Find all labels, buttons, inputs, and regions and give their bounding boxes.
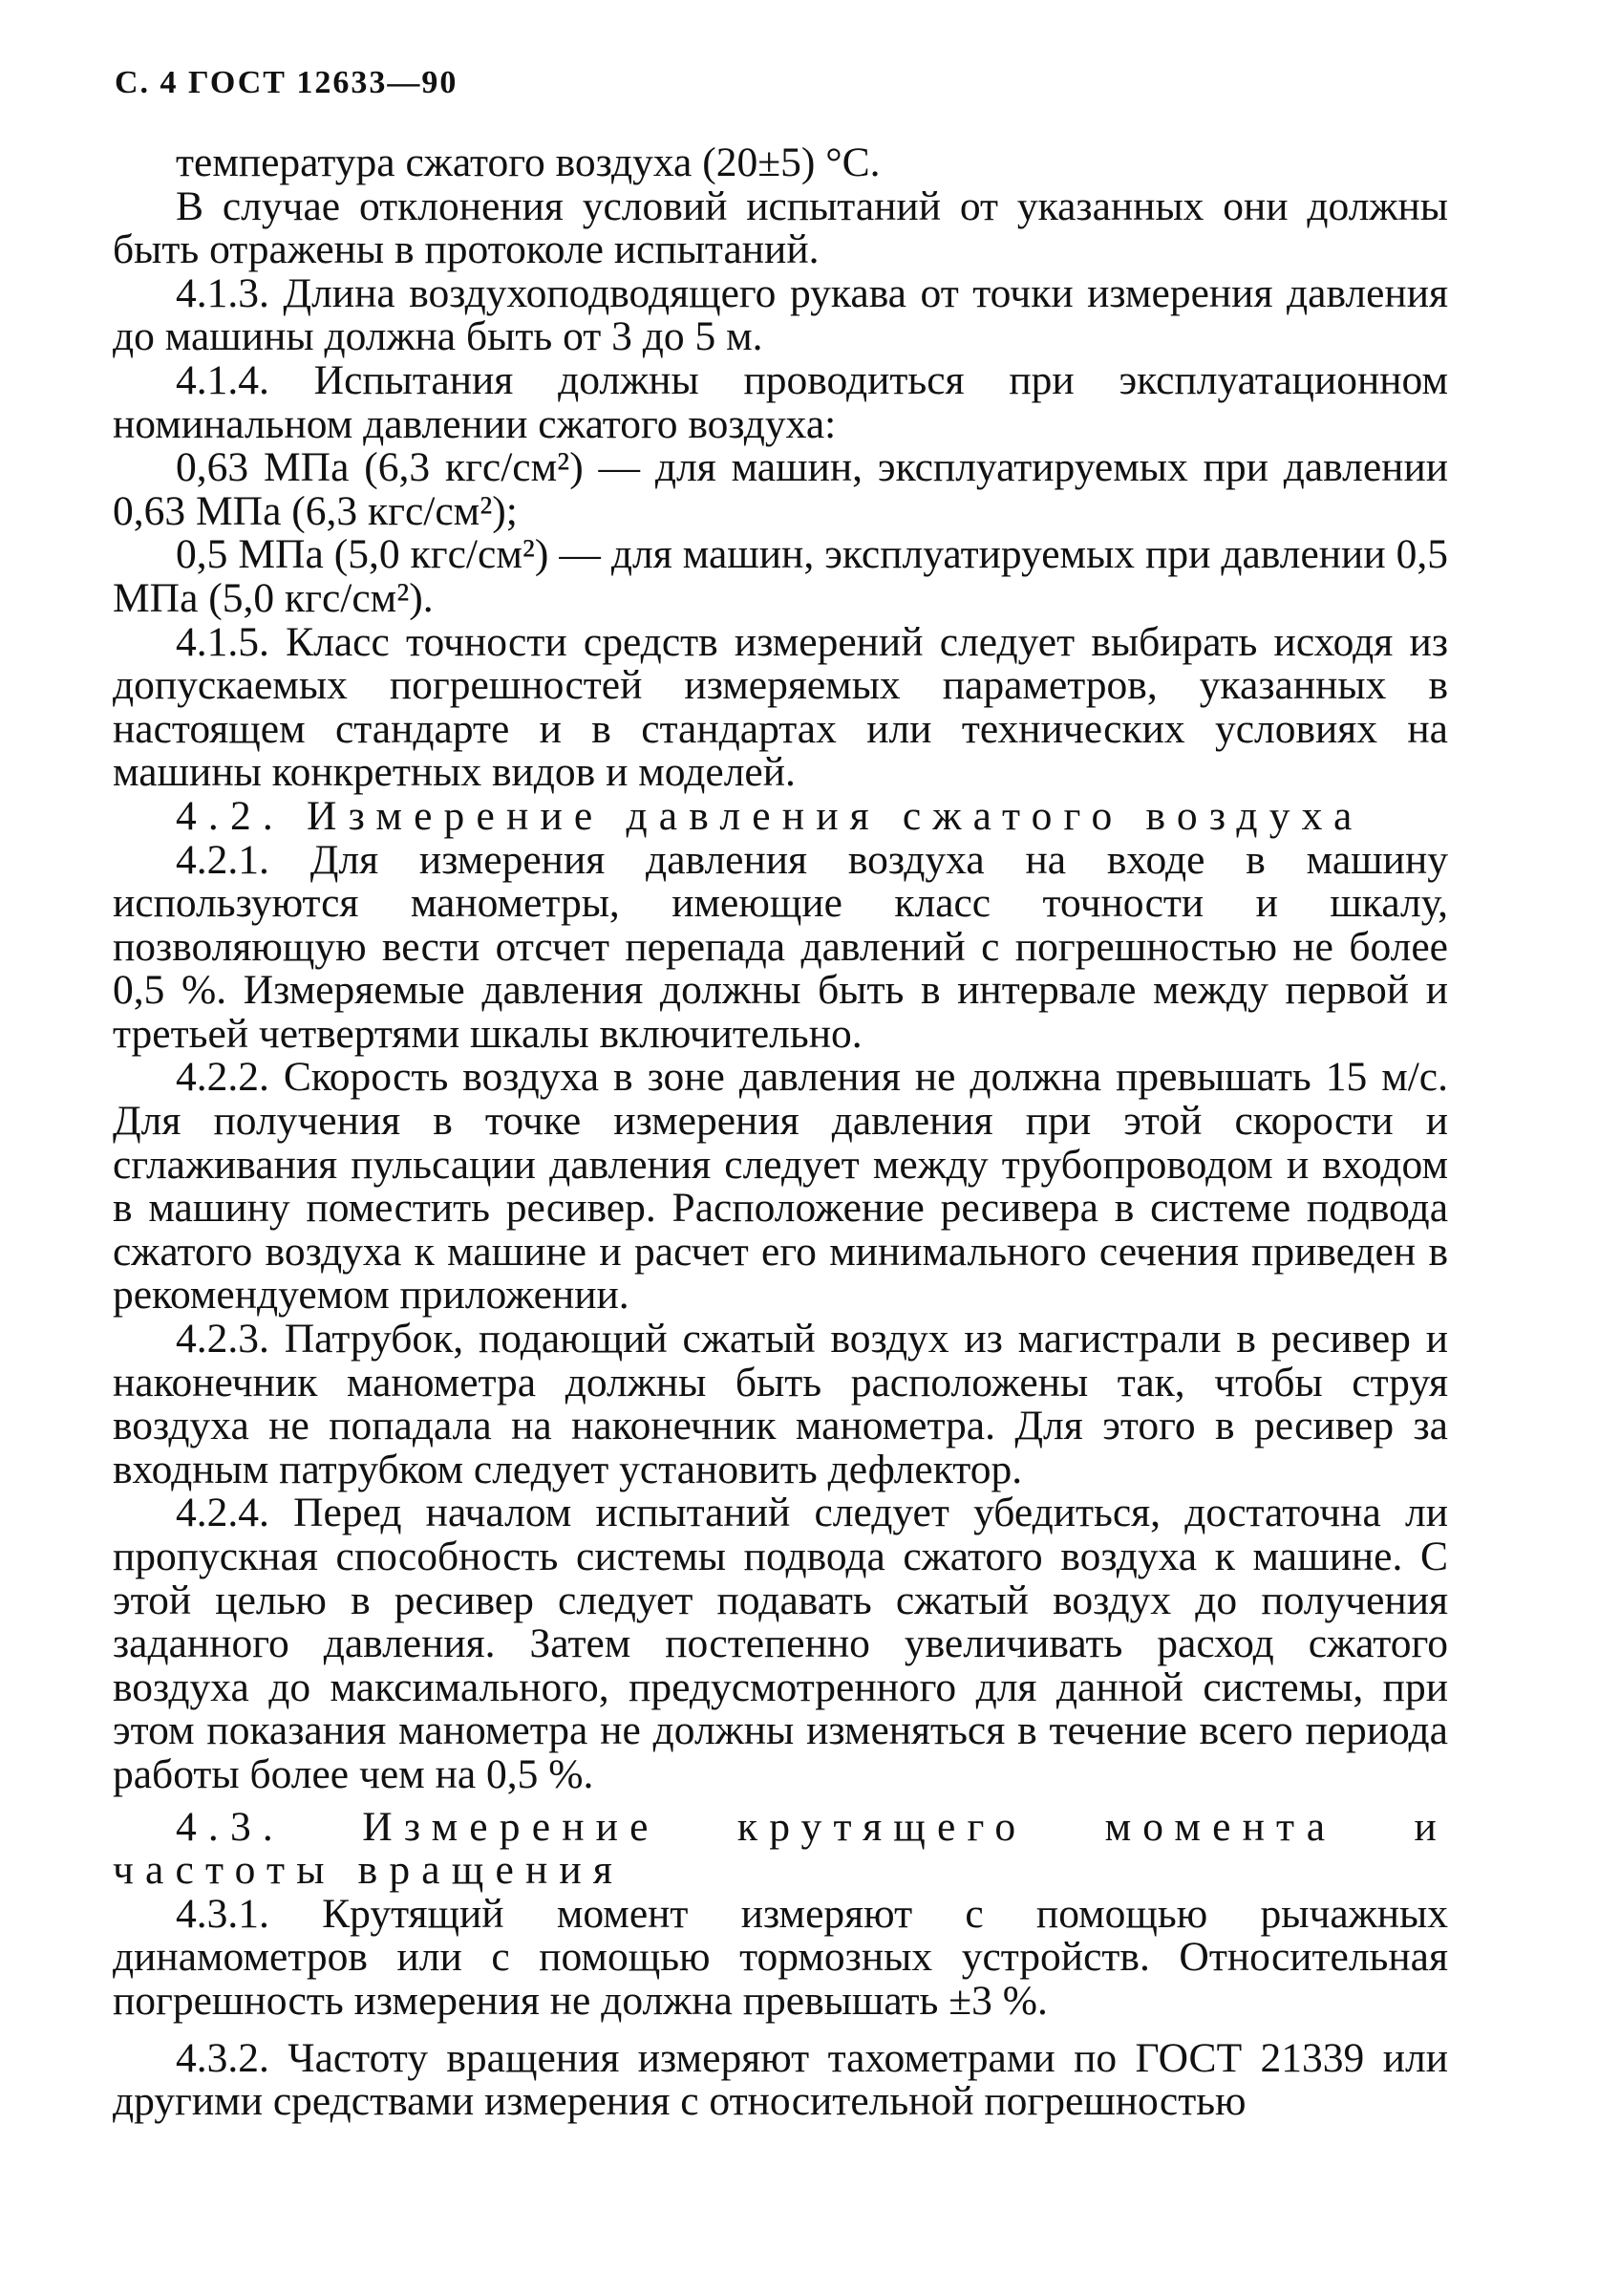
paragraph-4-2-2: 4.2.2. Скорость воздуха в зоне давления не должна превышать 15 м/с. Для получения в точке измерения давления при этой скорости и сглаживания пульсации давления следует между трубопроводом и входом в машину поместить ресивер. Расположение ресивера в системе подвода сжатого воздуха к машине и расчет его минимального сечения приведен в рекомендуемом приложении.	[113, 1054, 1448, 1319]
paragraph-temperature: температура сжатого воздуха (20±5) °С.	[176, 139, 881, 185]
paragraph-4-1-4: 4.1.4. Испытания должны проводиться при эксплуатационном номинальном давлении сжатого воздуха:	[113, 356, 1448, 447]
paragraph-4-2-4: 4.2.4. Перед началом испытаний следует убедиться, достаточна ли пропускная способность системы подвода сжатого воздуха к машине. С этой целью в ресивер следует подавать сжатый воздух до получения заданного давления. Затем постепенно увеличивать расход сжатого воздуха до максимального, предусмотренного для данной системы, при этом показания манометра не должны изменяться в течение всего периода работы более чем на 0,5 %.	[113, 1490, 1448, 1797]
paragraph-4-3-1: 4.3.1. Крутящий момент измеряют с помощью рычажных динамометров или с помощью тормозных устройств. Относительная погрешность измерения не должна превышать ±3 %.	[113, 1890, 1448, 2024]
page-header: С. 4 ГОСТ 12633—90	[115, 65, 458, 100]
paragraph-4-2-1: 4.2.1. Для измерения давления воздуха на входе в машину используются манометры, имеющие класс точности и шкалу, позволяющую вести отсчет перепада давлений с погрешностью не более 0,5 %. Измеряемые давления должны быть в интервале между первой и третьей четвертями шкалы включительно.	[113, 836, 1448, 1057]
section-heading-4-2: 4.2. Измерение давления сжатого воздуха	[176, 792, 1364, 839]
paragraph-4-1-3: 4.1.3. Длина воздухоподводящего рукава от точки измерения давления до машины должна быть от 3 до 5 м.	[113, 269, 1448, 360]
section-heading-4-3: 4.3. Измерение крутящего момента и частоты вращения	[113, 1803, 1448, 1894]
paragraph-4-3-2: 4.3.2. Частоту вращения измеряют тахометрами по ГОСТ 21339 или другими средствами измерения с относительной погрешностью	[113, 2034, 1448, 2125]
body-text	[113, 141, 1448, 2124]
paragraph-4-1-5: 4.1.5. Класс точности средств измерений следует выбирать исходя из допускаемых погрешностей измеряемых параметров, указанных в настоящем стандарте и в стандартах или технических условиях на машины конкретных видов и моделей.	[113, 618, 1448, 796]
paragraph-pressure-063: 0,63 МПа (6,3 кгс/см²) — для машин, эксплуатируемых при давлении 0,63 МПа (6,3 кгс/см²);	[113, 444, 1448, 534]
paragraph-pressure-05: 0,5 МПа (5,0 кгс/см²) — для машин, эксплуатируемых при давлении 0,5 МПа (5,0 кгс/см²).	[113, 531, 1448, 621]
paragraph-4-2-3: 4.2.3. Патрубок, подающий сжатый воздух из магистрали в ресивер и наконечник манометра должны быть расположены так, чтобы струя воздуха не попадала на наконечник манометра. Для этого в ресивер за входным патрубком следует установить дефлектор.	[113, 1316, 1448, 1492]
paragraph-deviation: В случае отклонения условий испытаний от указанных они должны быть отражены в протоколе испытаний.	[113, 182, 1448, 273]
